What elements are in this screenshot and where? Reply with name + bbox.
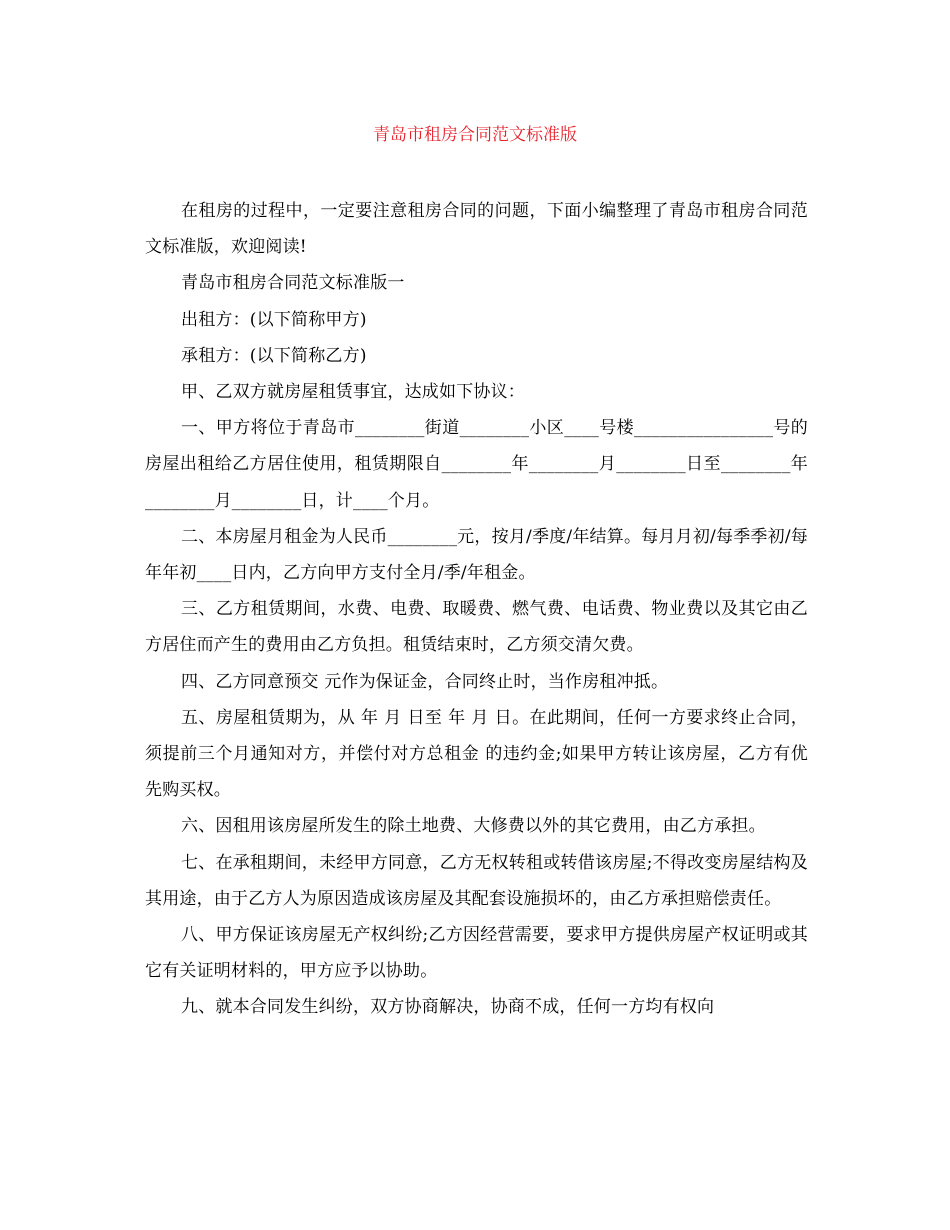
clause-8: 八、甲方保证该房屋无产权纠纷;乙方因经营需要，要求甲方提供房屋产权证明或其它有关证明材料的，甲方应予以协助。 — [145, 925, 808, 982]
clause-3: 三、乙方租赁期间，水费、电费、取暖费、燃气费、电话费、物业费以及其它由乙方居住而产生的费用由乙方负担。租赁结束时，乙方须交清欠费。 — [145, 599, 808, 656]
contract-heading: 青岛市租房合同范文标准版一 — [181, 273, 405, 294]
document-title: 青岛市租房合同范文标准版 — [373, 125, 577, 145]
clause-9: 九、就本合同发生纠纷，双方协商解决，协商不成，任何一方均有权向 — [181, 997, 715, 1018]
lessor-line: 出租方：(以下简称甲方) — [181, 309, 367, 330]
clause-5: 五、房屋租赁期为，从 年 月 日至 年 月 日。在此期间，任何一方要求终止合同，须提前三个月通知对方，并偿付对方总租金 的违约金;如果甲方转让该房屋，乙方有优先购买权。 — [145, 707, 808, 801]
clause-2: 二、本房屋月租金为人民币________元，按月/季度/年结算。每月月初/每季季初/每年年初____日内，乙方向甲方支付全月/季/年租金。 — [145, 526, 808, 584]
clause-4: 四、乙方同意预交 元作为保证金，合同终止时，当作房租冲抵。 — [181, 671, 669, 692]
clause-1: 一、甲方将位于青岛市________街道________小区____号楼________________号的房屋出租给乙方居住使用，租赁期限自________年________月________日至________年________月________日，计____个月。 — [145, 418, 808, 511]
lessee-line: 承租方：(以下简称乙方) — [181, 345, 367, 366]
clause-6: 六、因租用该房屋所发生的除土地费、大修费以外的其它费用，由乙方承担。 — [181, 816, 766, 837]
intro-paragraph: 在租房的过程中，一定要注意租房合同的问题，下面小编整理了青岛市租房合同范文标准版，欢迎阅读! — [145, 201, 808, 258]
document-body — [145, 193, 808, 1026]
agreement-line: 甲、乙双方就房屋租赁事宜，达成如下协议： — [181, 382, 525, 403]
clause-7: 七、在承租期间，未经甲方同意，乙方无权转租或转借该房屋;不得改变房屋结构及其用途，由于乙方人为原因造成该房屋及其配套设施损坏的，由乙方承担赔偿责任。 — [145, 852, 808, 909]
